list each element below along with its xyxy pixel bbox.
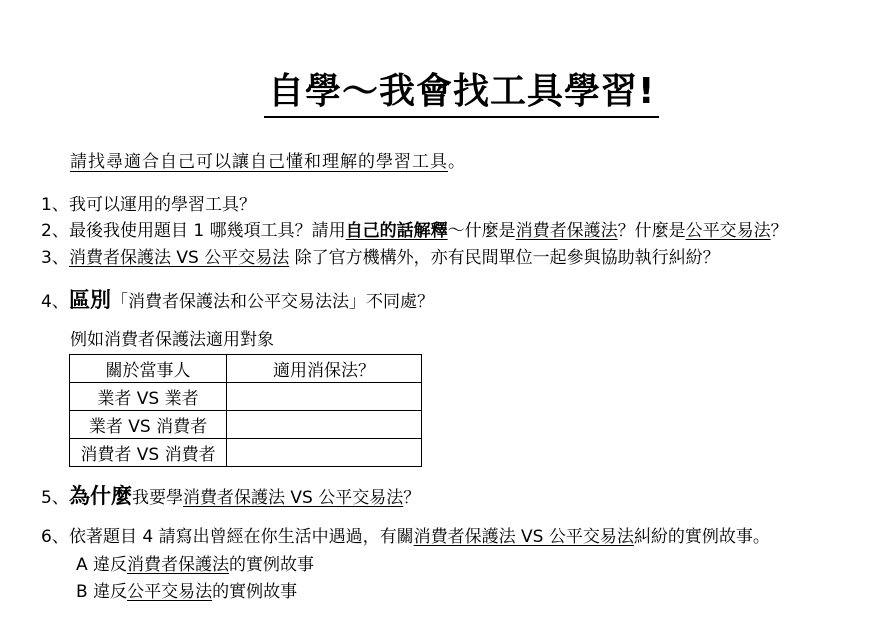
table-cell-answer[interactable] (227, 439, 422, 467)
question-text: 最後我使用題目 1 哪幾項工具？請用 (69, 221, 346, 241)
sub-item-a (76, 553, 314, 577)
table-row (70, 411, 422, 439)
example-label: 例如消費者保護法適用對象 (70, 330, 274, 350)
question-text: 「消費者保護法和公平交易法法」不同處？ (111, 292, 434, 312)
table-row (70, 383, 422, 411)
question-text: 我可以運用的學習工具？ (69, 195, 256, 215)
term-laws-comparison: 消費者保護法 VS 公平交易法 (69, 248, 290, 268)
sub-item-label: A (76, 555, 94, 575)
table-header-applicable: 適用消保法？ (227, 355, 422, 383)
question-number: 2、 (41, 221, 69, 241)
sub-item-label: B (76, 582, 94, 602)
sub-item-text: 的實例故事 (212, 582, 298, 602)
question-text: 我要學 (132, 488, 183, 508)
question-5 (41, 484, 420, 510)
table-header-row (70, 355, 422, 383)
table-header-parties: 關於當事人 (70, 355, 227, 383)
question-1 (41, 193, 256, 217)
term-fair-trade-law: 公平交易法 (548, 527, 634, 547)
question-3 (41, 246, 720, 270)
term-consumer-protection-law: 消費者保護法 (515, 221, 618, 241)
table-cell-parties: 業者 VS 業者 (70, 383, 227, 411)
question-text: 糾紛的實例故事。 (633, 527, 770, 547)
term-fair-trade-law: 公平交易法 (685, 221, 771, 241)
term-consumer-protection-law: 消費者保護法 (183, 488, 285, 508)
emphasis-distinguish: 區別 (69, 288, 111, 312)
question-number: 6、 (41, 527, 69, 547)
table-cell-answer[interactable] (227, 411, 422, 439)
term-fair-trade-law: 公平交易法 (127, 582, 213, 602)
question-text: 除了官方機構外，亦有民間單位一起參與協助執行糾紛？ (289, 248, 720, 268)
question-2 (41, 219, 788, 243)
sub-item-text: 的實例故事 (229, 555, 315, 575)
emphasis-why: 為什麼 (69, 484, 132, 508)
term-vs: VS (515, 527, 549, 547)
question-text: ？ (403, 488, 421, 508)
table-cell-answer[interactable] (227, 383, 422, 411)
question-number: 5、 (41, 488, 69, 508)
term-fair-trade-law: 公平交易法 (318, 488, 404, 508)
question-text: 依著題目 4 請寫出曾經在你生活中遇過，有關 (69, 527, 414, 547)
table-row (70, 439, 422, 467)
table-cell-parties: 業者 VS 消費者 (70, 411, 227, 439)
page-title: 自學～我會找工具學習! (264, 70, 659, 118)
sub-item-text: 違反 (93, 582, 128, 602)
intro-punct: 。 (448, 152, 466, 172)
question-text: ～什麼是 (447, 221, 516, 241)
emphasis-own-words: 自己的話解釋 (345, 221, 448, 241)
sub-item-b (76, 580, 297, 604)
question-number: 1、 (41, 195, 69, 215)
question-text: ？ (770, 221, 788, 241)
term-consumer-protection-law: 消費者保護法 (413, 527, 516, 547)
question-6 (41, 525, 770, 549)
question-number: 3、 (41, 248, 69, 268)
intro-instruction (70, 150, 466, 174)
question-text: ？什麼是 (617, 221, 686, 241)
sub-item-text: 違反 (93, 555, 128, 575)
applicability-table (69, 354, 422, 467)
intro-text: 請找尋適合自己可以讓自己懂和理解的學習工具 (70, 152, 448, 172)
question-4 (41, 288, 434, 314)
term-vs: VS (285, 488, 319, 508)
term-consumer-protection-law: 消費者保護法 (127, 555, 230, 575)
question-number: 4、 (41, 292, 69, 312)
table-cell-parties: 消費者 VS 消費者 (70, 439, 227, 467)
